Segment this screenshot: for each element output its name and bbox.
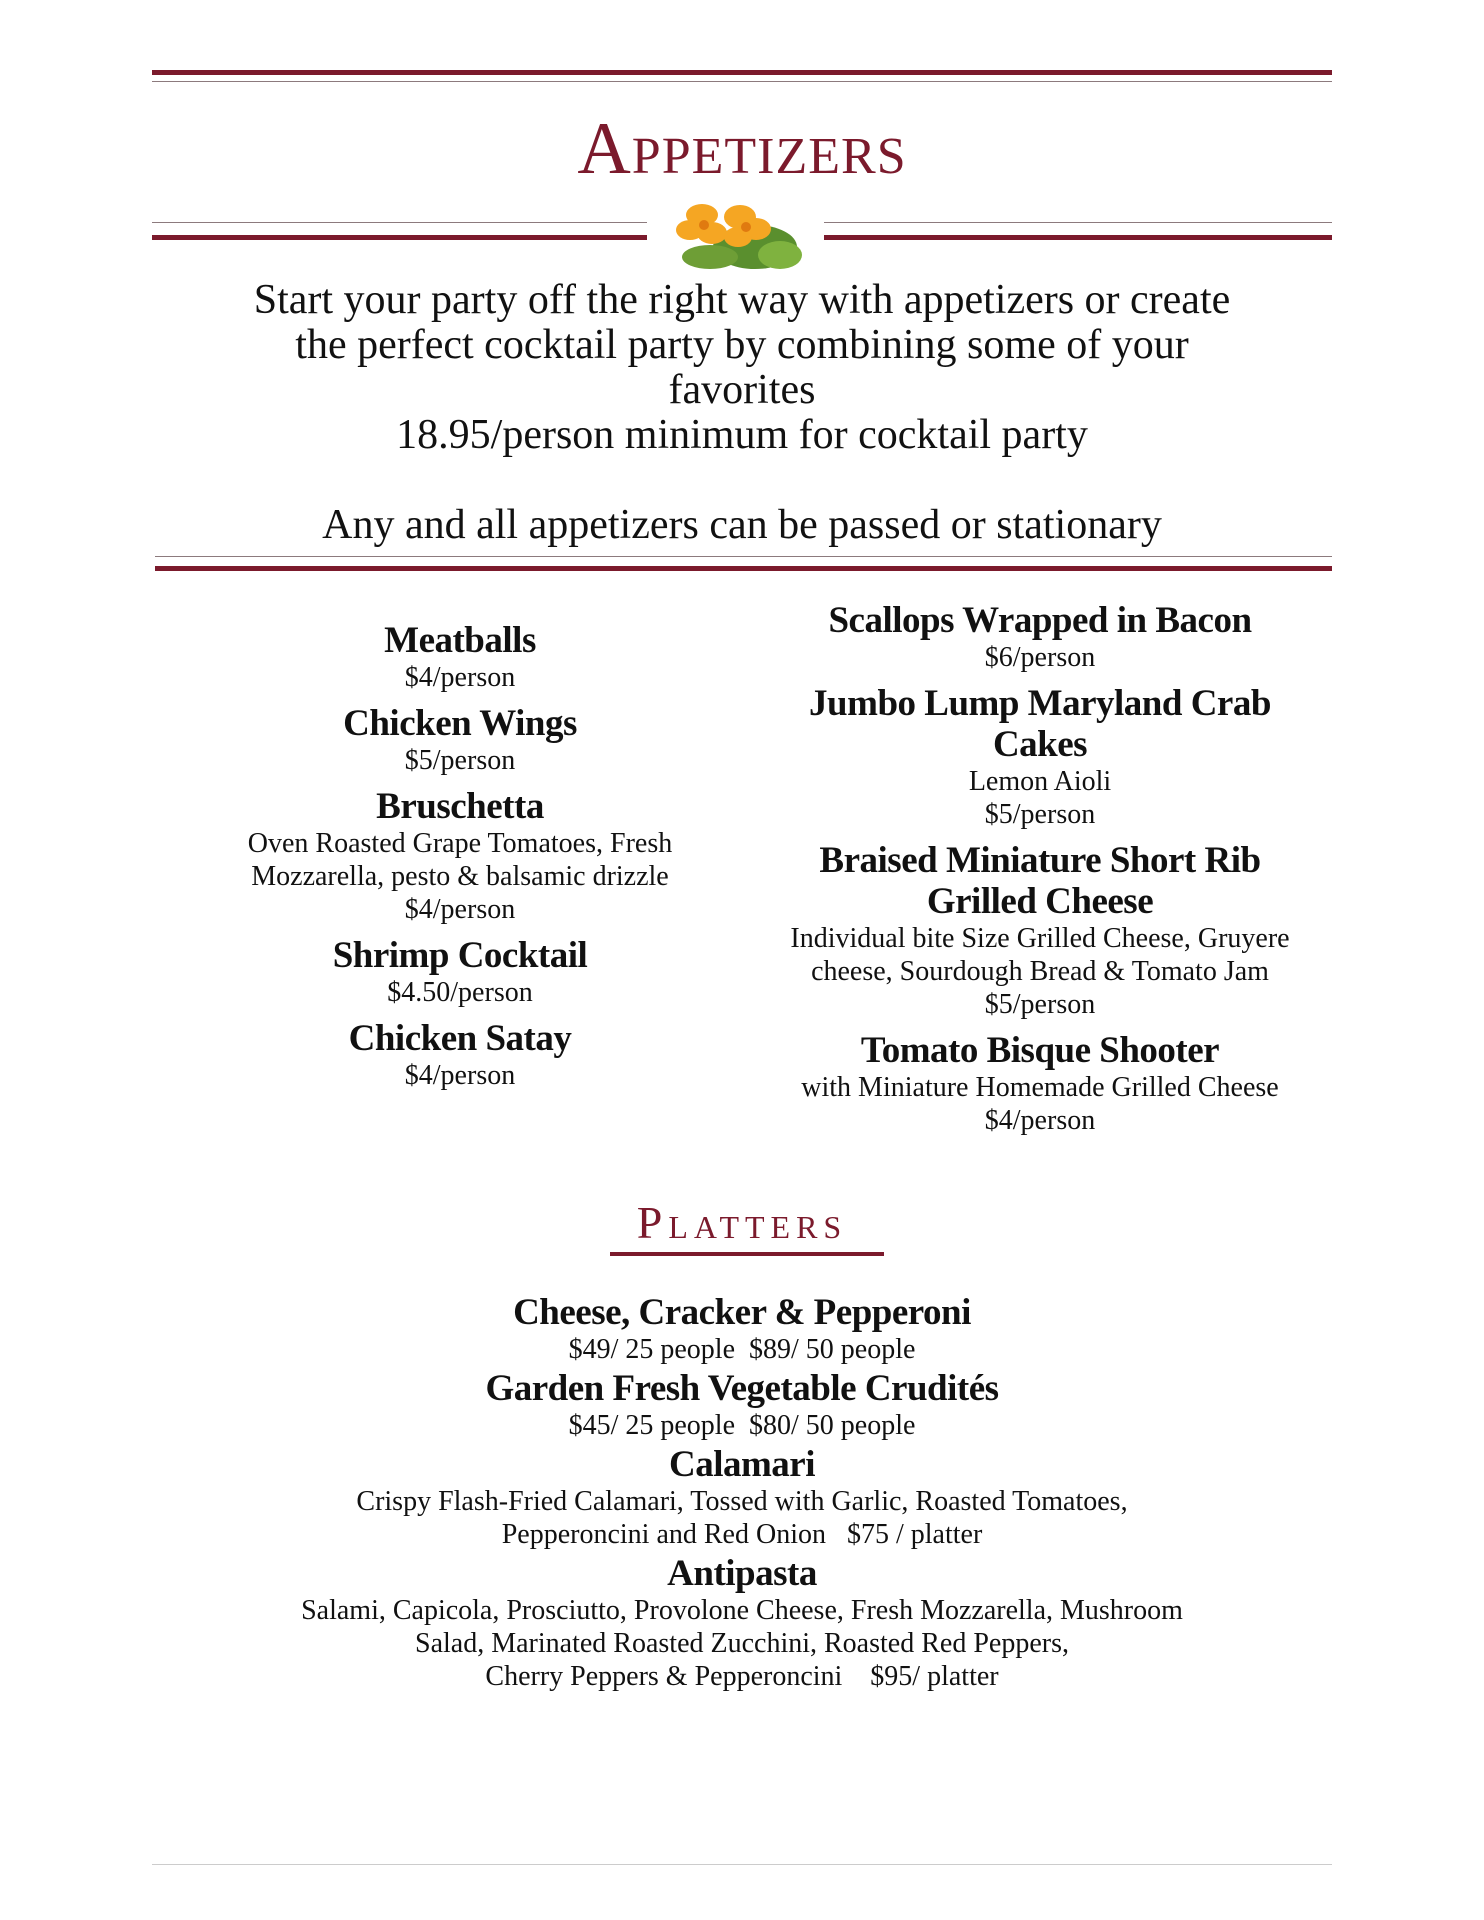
ornament-rule-left-thin [152, 222, 647, 223]
item-description: Crispy Flash-Fried Calamari, Tossed with Garlic, Roasted Tomatoes, [356, 1486, 1128, 1517]
ornament-rule-left-thick [152, 235, 647, 240]
section-rule-thick [155, 566, 1332, 571]
item-description: Oven Roasted Grape Tomatoes, Fresh [247, 828, 673, 859]
item-name: Scallops Wrapped in Bacon [828, 600, 1252, 641]
menu-item [160, 1444, 1324, 1551]
item-price: $4/person [404, 1060, 516, 1091]
item-name: Shrimp Cocktail [332, 935, 588, 976]
menu-item [740, 1030, 1340, 1137]
item-name: Chicken Wings [343, 703, 577, 744]
intro-line: Start your party off the right way with appetizers or create [253, 277, 1231, 323]
item-name: Calamari [668, 1444, 816, 1485]
service-note: Any and all appetizers can be passed or stationary [322, 502, 1162, 548]
item-name: Cheese, Cracker & Pepperoni [513, 1292, 971, 1333]
item-price: $5/person [984, 799, 1096, 830]
appetizers-right-column [740, 600, 1340, 1146]
item-name: Tomato Bisque Shooter [860, 1030, 1220, 1071]
section-rule-thin [155, 556, 1332, 557]
menu-item [180, 786, 740, 926]
item-description: Lemon Aioli [968, 766, 1112, 797]
item-description: cheese, Sourdough Bread & Tomato Jam [811, 956, 1269, 987]
item-price: $4.50/person [387, 977, 533, 1008]
intro-text [150, 278, 1334, 548]
item-price: $49/ 25 people $89/ 50 people [568, 1334, 916, 1365]
menu-item [160, 1292, 1324, 1366]
item-description: with Miniature Homemade Grilled Cheese [801, 1072, 1279, 1103]
item-name: Antipasta [667, 1553, 817, 1594]
item-description: Cherry Peppers & Pepperoncini $95/ platter [485, 1661, 999, 1692]
ornament-rule-right-thin [824, 222, 1332, 223]
menu-item [180, 1018, 740, 1092]
item-price: $6/person [984, 642, 1096, 673]
appetizers-left-column [180, 620, 740, 1101]
item-description: Salami, Capicola, Prosciutto, Provolone Cheese, Fresh Mozzarella, Mushroom [301, 1595, 1183, 1626]
item-price: $4/person [404, 894, 516, 925]
squash-blossom-icon [660, 185, 810, 275]
item-description: Individual bite Size Grilled Cheese, Gruyere [790, 923, 1290, 954]
item-description: Pepperoncini and Red Onion $75 / platter [501, 1519, 983, 1550]
platters-underline [610, 1252, 884, 1256]
item-name: Grilled Cheese [926, 881, 1154, 922]
item-name: Jumbo Lump Maryland Crab [809, 683, 1271, 724]
intro-line: favorites [668, 367, 816, 413]
platters-list [160, 1292, 1324, 1695]
item-price: $5/person [984, 989, 1096, 1020]
ornament-rule-right-thick [824, 235, 1332, 240]
menu-item [180, 703, 740, 777]
menu-item [160, 1368, 1324, 1442]
minimum-note: 18.95/person minimum for cocktail party [396, 412, 1088, 458]
platters-title: Platters [636, 1197, 848, 1248]
top-rule-thick [152, 70, 1332, 75]
item-name: Garden Fresh Vegetable Crudités [485, 1368, 999, 1409]
item-name: Chicken Satay [348, 1018, 572, 1059]
menu-item [160, 1553, 1324, 1693]
footer-rule [152, 1864, 1332, 1865]
item-name: Bruschetta [376, 786, 544, 827]
item-name: Braised Miniature Short Rib [819, 840, 1261, 881]
item-price: $45/ 25 people $80/ 50 people [568, 1410, 916, 1441]
menu-item [180, 935, 740, 1009]
item-price: $4/person [984, 1105, 1096, 1136]
item-name: Cakes [992, 724, 1088, 765]
menu-item [740, 683, 1340, 831]
item-name: Meatballs [384, 620, 536, 661]
item-price: $4/person [404, 662, 516, 693]
top-rule-thin [152, 81, 1332, 82]
menu-item [740, 840, 1340, 1021]
appetizers-title: Appetizers [577, 108, 907, 190]
item-description: Salad, Marinated Roasted Zucchini, Roasted Red Peppers, [415, 1628, 1069, 1659]
menu-item [740, 600, 1340, 674]
intro-line: the perfect cocktail party by combining some of your [295, 322, 1189, 368]
item-description: Mozzarella, pesto & balsamic drizzle [251, 861, 669, 892]
menu-item [180, 620, 740, 694]
item-price: $5/person [404, 745, 516, 776]
